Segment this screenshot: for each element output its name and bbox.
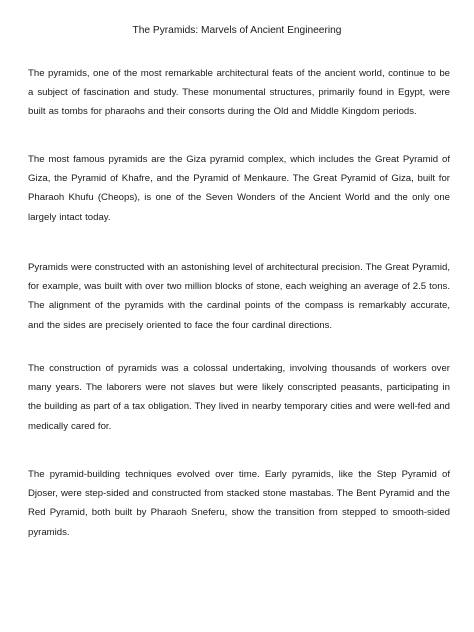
paragraph-giza-complex: The most famous pyramids are the Giza pyramid complex, which includes the Great Pyramid of Giza, the Pyramid of Khafre, and the Pyramid of Menkaure. The Great Pyramid of Giza, built for Pharaoh Khufu (Cheops), is one of the Seven Wonders of the Ancient World and the only one largely intact today. — [28, 154, 450, 223]
paragraph-workforce: The construction of pyramids was a colossal undertaking, involving thousands of workers over many years. The laborers were not slaves but were likely conscripted peasants, participating in the building as part of a tax obligation. They lived in nearby temporary cities and were well-fed and medically cared for. — [28, 363, 450, 432]
document-title: The Pyramids: Marvels of Ancient Engineering — [132, 25, 342, 36]
paragraph-techniques-evolution: The pyramid-building techniques evolved over time. Early pyramids, like the Step Pyramid of Djoser, were step-sided and constructed from stacked stone mastabas. The Bent Pyramid and the Red Pyramid, both built by Pharaoh Sneferu, show the transition from stepped to smooth-sided pyramids. — [28, 469, 450, 538]
paragraph-construction-precision: Pyramids were constructed with an astonishing level of architectural precision. The Great Pyramid, for example, was built with over two million blocks of stone, each weighing an average of 2.5 tons. The alignment of the pyramids with the cardinal points of the compass is remarkably accurate, and the sides are precisely oriented to face the four cardinal directions. — [28, 262, 450, 331]
paragraph-intro: The pyramids, one of the most remarkable architectural feats of the ancient world, continue to be a subject of fascination and study. These monumental structures, primarily found in Egypt, were built as tombs for pharaohs and their consorts during the Old and Middle Kingdom periods. — [28, 68, 450, 118]
